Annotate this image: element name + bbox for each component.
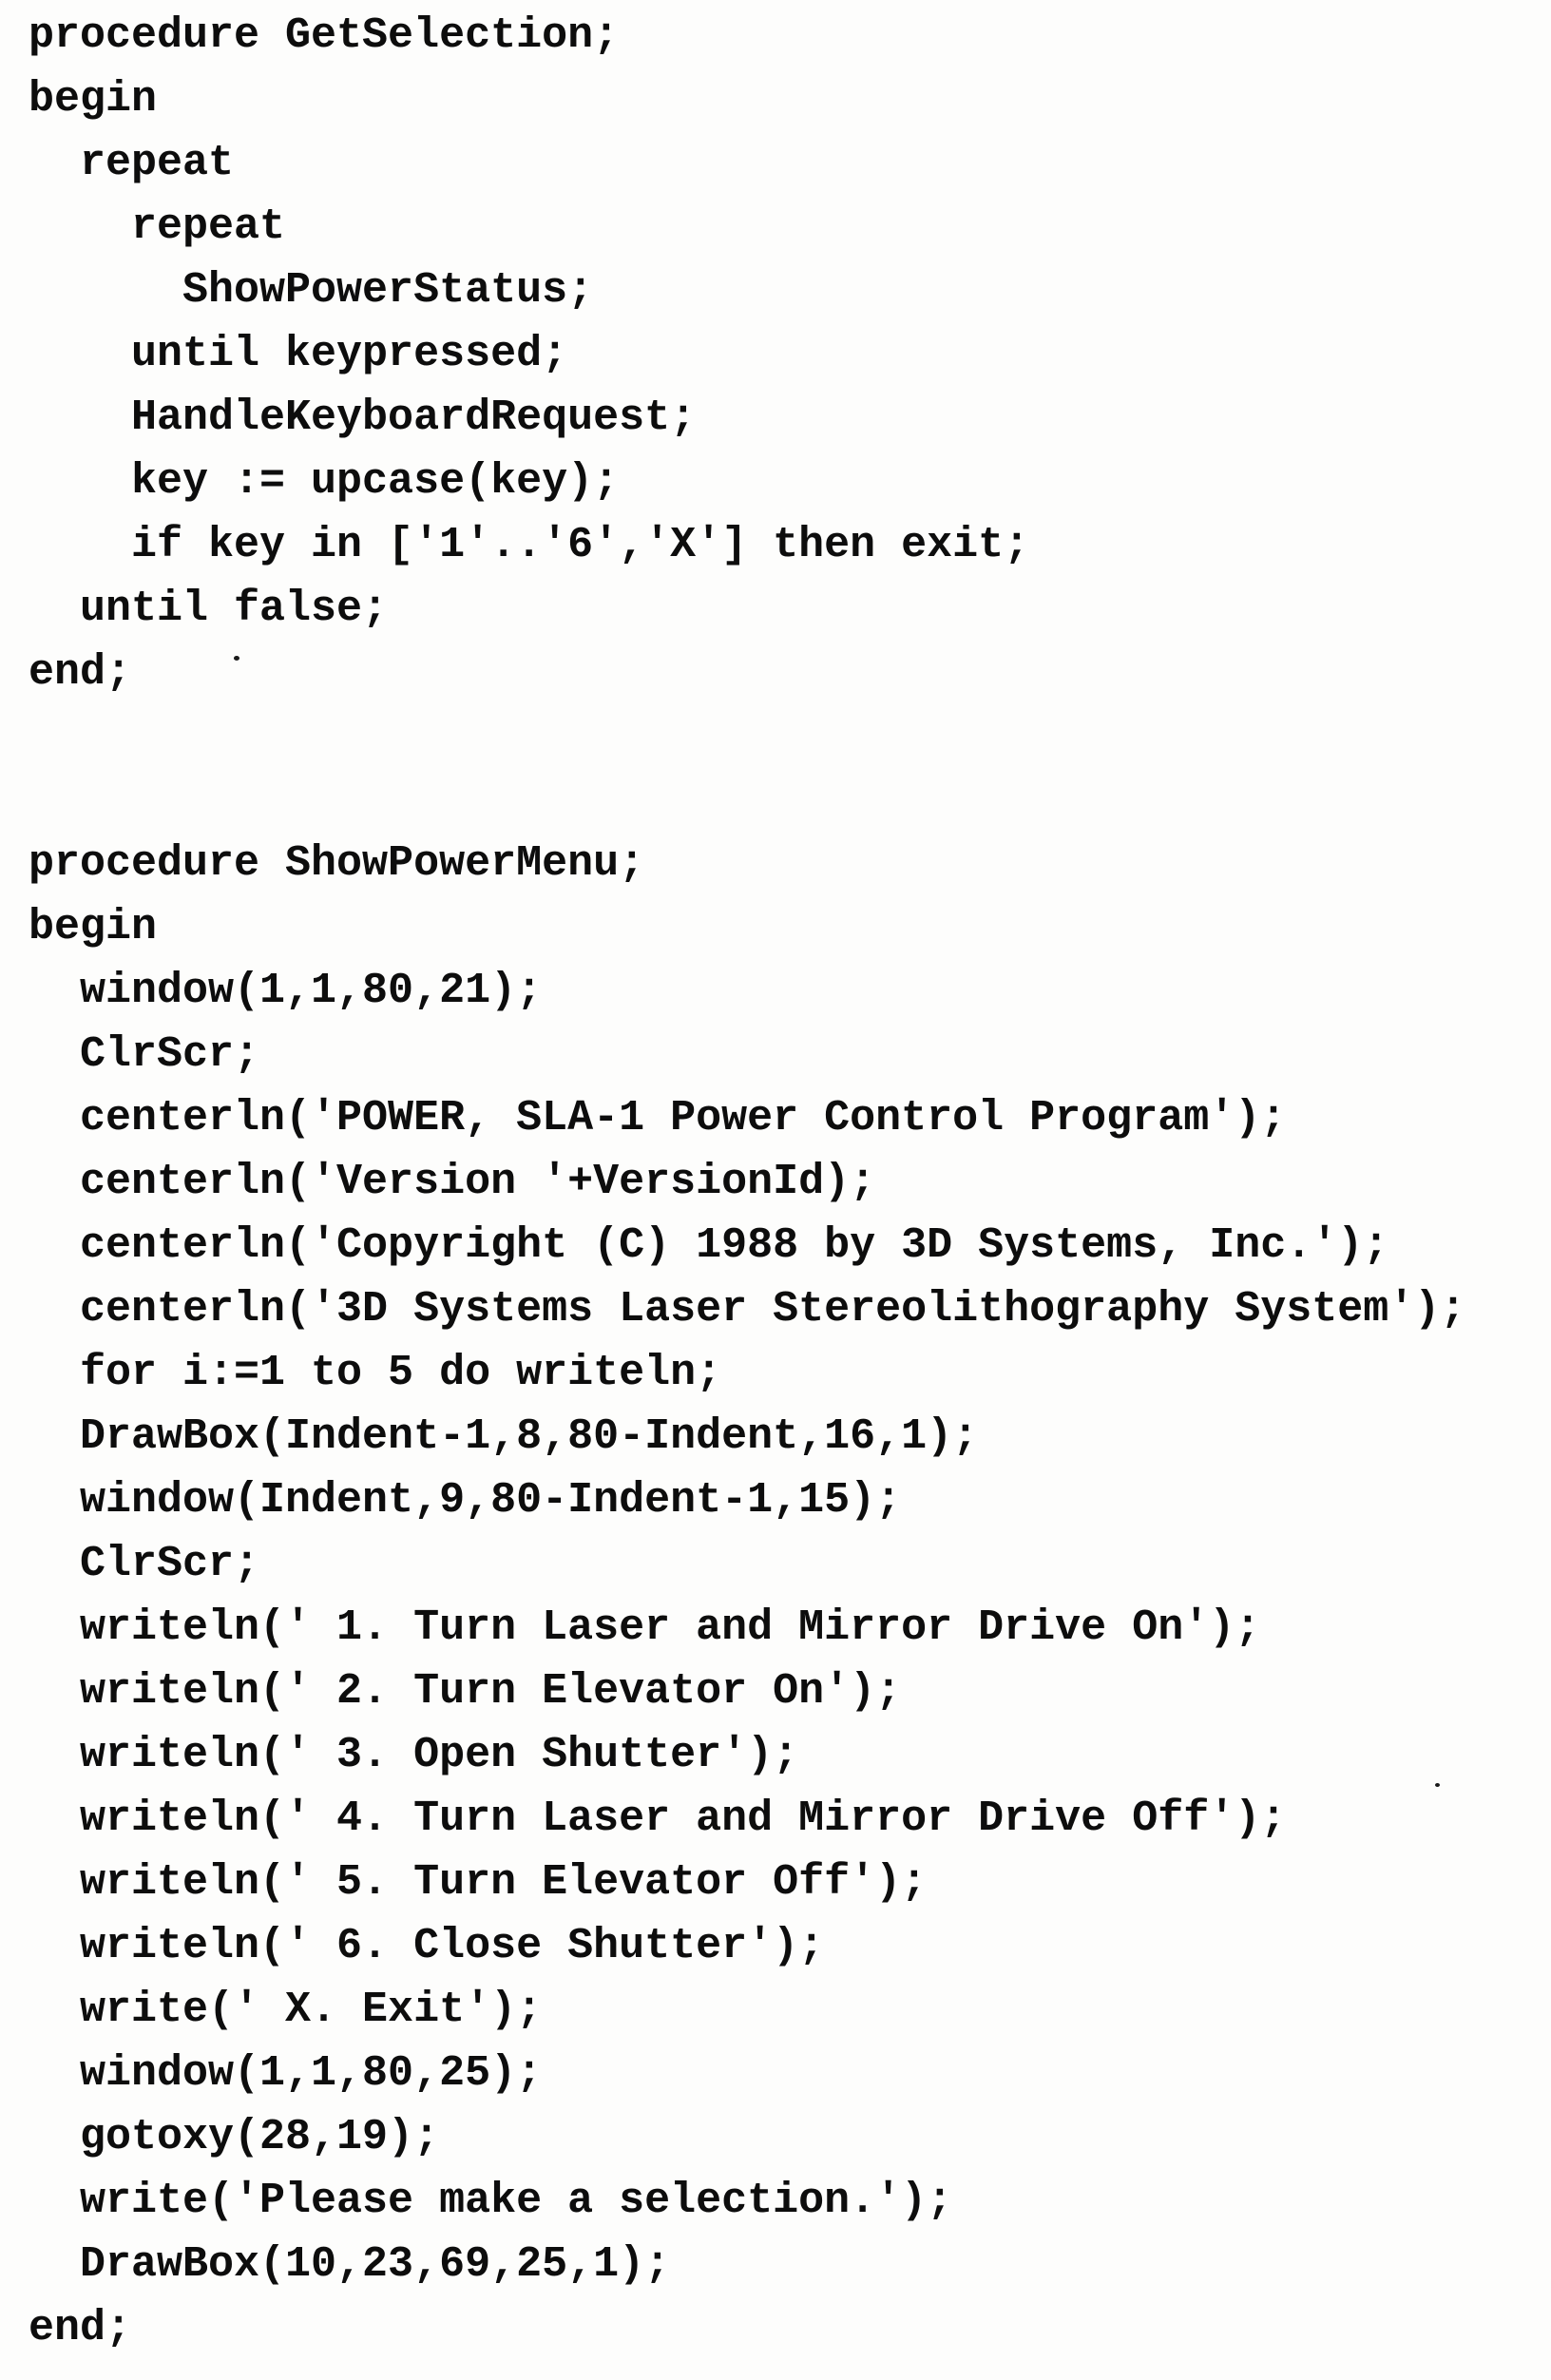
code-line: centerln('POWER, SLA-1 Power Control Program'); <box>29 1094 1287 1142</box>
code-line: writeln(' 3. Open Shutter'); <box>29 1731 799 1779</box>
code-line: if key in ['1'..'6','X'] then exit; <box>29 521 1030 569</box>
code-line: window(1,1,80,25); <box>29 2049 543 2098</box>
code-line: window(1,1,80,21); <box>29 967 543 1015</box>
code-line: write(' X. Exit'); <box>29 1986 543 2034</box>
code-line: end; <box>29 2304 132 2352</box>
code-line: DrawBox(Indent-1,8,80-Indent,16,1); <box>29 1412 979 1461</box>
code-line: key := upcase(key); <box>29 457 620 506</box>
code-line: until false; <box>29 585 389 633</box>
code-line: write('Please make a selection.'); <box>29 2177 953 2225</box>
code-line: window(Indent,9,80-Indent-1,15); <box>29 1476 902 1525</box>
code-line: centerln('3D Systems Laser Stereolithography System'); <box>29 1285 1466 1334</box>
code-line: centerln('Copyright (C) 1988 by 3D Systems, Inc.'); <box>29 1221 1389 1270</box>
code-line: gotoxy(28,19); <box>29 2113 440 2161</box>
code-line: repeat <box>29 139 235 187</box>
code-listing <box>29 4 1551 2360</box>
code-line: procedure GetSelection; <box>29 11 620 60</box>
code-line: ClrScr; <box>29 1540 260 1588</box>
code-line: writeln(' 1. Turn Laser and Mirror Drive On'); <box>29 1603 1261 1652</box>
code-line: begin <box>29 903 158 951</box>
scan-speck <box>234 656 239 661</box>
code-line: ShowPowerStatus; <box>29 266 594 315</box>
code-line: DrawBox(10,23,69,25,1); <box>29 2240 671 2289</box>
code-line: writeln(' 5. Turn Elevator Off'); <box>29 1858 928 1907</box>
code-line: writeln(' 6. Close Shutter'); <box>29 1922 825 1970</box>
code-line: writeln(' 4. Turn Laser and Mirror Drive Off'); <box>29 1795 1287 1843</box>
code-line: ClrScr; <box>29 1030 260 1079</box>
code-line: writeln(' 2. Turn Elevator On'); <box>29 1667 902 1716</box>
code-line: for i:=1 to 5 do writeln; <box>29 1349 722 1397</box>
code-line: procedure ShowPowerMenu; <box>29 839 645 888</box>
code-line: centerln('Version '+VersionId); <box>29 1158 876 1206</box>
code-line: HandleKeyboardRequest; <box>29 393 697 442</box>
scan-speck <box>1435 1783 1440 1787</box>
code-line: repeat <box>29 202 286 251</box>
code-line: until keypressed; <box>29 330 568 378</box>
code-line <box>29 768 1551 832</box>
code-line: end; <box>29 648 132 697</box>
code-line: begin <box>29 75 158 124</box>
code-line <box>29 704 1551 768</box>
